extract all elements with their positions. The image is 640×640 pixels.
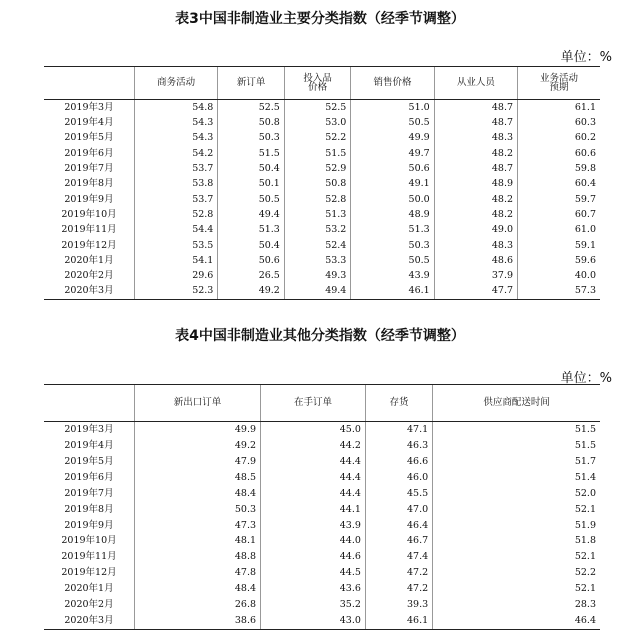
table4-cell: 52.1 bbox=[433, 581, 600, 597]
table3-cell: 48.6 bbox=[434, 253, 517, 268]
table3-cell: 49.7 bbox=[351, 146, 434, 161]
table3-cell: 51.0 bbox=[351, 100, 434, 116]
table4-cell: 52.2 bbox=[433, 565, 600, 581]
table3-column-header: 新订单 bbox=[218, 67, 285, 100]
table4-row bbox=[44, 454, 600, 470]
table3-row-label: 2019年11月 bbox=[61, 224, 117, 236]
table4-row bbox=[44, 470, 600, 486]
table4-cell: 43.0 bbox=[261, 613, 366, 629]
table3-cell: 60.2 bbox=[518, 131, 600, 146]
table3-cell: 47.7 bbox=[434, 284, 517, 300]
table3-cell: 50.6 bbox=[218, 253, 285, 268]
table3-cell: 59.8 bbox=[518, 161, 600, 176]
table3-cell: 60.3 bbox=[518, 115, 600, 130]
table3-cell: 50.8 bbox=[284, 176, 351, 191]
table3-row-label: 2019年12月 bbox=[61, 239, 117, 251]
table4-cell: 28.3 bbox=[433, 597, 600, 613]
table4-cell: 47.0 bbox=[365, 501, 432, 517]
table4-row-label: 2020年2月 bbox=[64, 598, 114, 610]
table3-cell: 49.4 bbox=[218, 207, 285, 222]
table4-cell: 47.2 bbox=[365, 581, 432, 597]
table4-cell: 49.9 bbox=[135, 422, 261, 438]
table3-row-label: 2020年2月 bbox=[64, 270, 114, 282]
table3-cell: 52.9 bbox=[284, 161, 351, 176]
table4-cell: 46.6 bbox=[365, 454, 432, 470]
table4-row-label: 2019年9月 bbox=[64, 519, 114, 531]
table3-row bbox=[44, 192, 600, 207]
table4-cell: 47.4 bbox=[365, 549, 432, 565]
table3-cell: 49.3 bbox=[284, 268, 351, 283]
table4-cell: 44.4 bbox=[261, 454, 366, 470]
table3-cell: 37.9 bbox=[434, 268, 517, 283]
table4-title: 表4中国非制造业其他分类指数（经季节调整） bbox=[175, 328, 465, 344]
table3-cell: 51.3 bbox=[284, 207, 351, 222]
table3-cell: 54.3 bbox=[135, 115, 218, 130]
table3-row-label: 2019年8月 bbox=[64, 178, 114, 190]
table4-cell: 51.5 bbox=[433, 422, 600, 438]
table3-column-header: 业务活动 预期 bbox=[518, 67, 600, 100]
table3-cell: 60.7 bbox=[518, 207, 600, 222]
table4-cell: 52.1 bbox=[433, 549, 600, 565]
table4-cell: 44.2 bbox=[261, 438, 366, 454]
table4-cell: 26.8 bbox=[135, 597, 261, 613]
table3-cell: 50.8 bbox=[218, 115, 285, 130]
table3-cell: 48.9 bbox=[351, 207, 434, 222]
table4-row-label: 2019年8月 bbox=[64, 503, 114, 515]
table3-row bbox=[44, 131, 600, 146]
table4-cell: 47.8 bbox=[135, 565, 261, 581]
table4-cell: 46.4 bbox=[433, 613, 600, 629]
table3-cell: 52.5 bbox=[218, 100, 285, 116]
table3-row-label: 2020年1月 bbox=[64, 254, 114, 266]
table3-row bbox=[44, 176, 600, 191]
table3-row-label: 2019年7月 bbox=[64, 163, 114, 175]
table4-row bbox=[44, 501, 600, 517]
table3-cell: 53.7 bbox=[135, 192, 218, 207]
table4-row bbox=[44, 438, 600, 454]
table4-cell: 48.8 bbox=[135, 549, 261, 565]
table3-cell: 52.2 bbox=[284, 131, 351, 146]
table4-cell: 47.1 bbox=[365, 422, 432, 438]
table4-header bbox=[44, 385, 600, 422]
table4-cell: 38.6 bbox=[135, 613, 261, 629]
table3-cell: 60.4 bbox=[518, 176, 600, 191]
table4 bbox=[44, 384, 600, 630]
table4-cell: 52.0 bbox=[433, 486, 600, 502]
table3-cell: 59.6 bbox=[518, 253, 600, 268]
table3-cell: 54.4 bbox=[135, 222, 218, 237]
table3-cell: 48.2 bbox=[434, 146, 517, 161]
table4-cell: 44.6 bbox=[261, 549, 366, 565]
table3-cell: 48.9 bbox=[434, 176, 517, 191]
table3-header bbox=[44, 67, 600, 100]
table3-cell: 48.3 bbox=[434, 238, 517, 253]
table3-cell: 52.3 bbox=[135, 284, 218, 300]
table4-body bbox=[44, 422, 600, 630]
table4-column-header: 供应商配送时间 bbox=[433, 385, 600, 422]
table3-cell: 49.2 bbox=[218, 284, 285, 300]
table4-cell: 46.7 bbox=[365, 533, 432, 549]
table3-cell: 26.5 bbox=[218, 268, 285, 283]
table4-cell: 51.7 bbox=[433, 454, 600, 470]
table3-column-header: 投入品 价格 bbox=[284, 67, 351, 100]
table4-row bbox=[44, 565, 600, 581]
table3-row bbox=[44, 161, 600, 176]
table3-cell: 54.8 bbox=[135, 100, 218, 116]
table3-row-label: 2019年5月 bbox=[64, 132, 114, 144]
table3-cell: 53.8 bbox=[135, 176, 218, 191]
table4-cell: 51.5 bbox=[433, 438, 600, 454]
table4-row bbox=[44, 597, 600, 613]
table4-column-header: 新出口订单 bbox=[135, 385, 261, 422]
table3-cell: 54.1 bbox=[135, 253, 218, 268]
table3-cell: 57.3 bbox=[518, 284, 600, 300]
table4-cell: 47.3 bbox=[135, 517, 261, 533]
table4-cell: 44.5 bbox=[261, 565, 366, 581]
table3-cell: 50.0 bbox=[351, 192, 434, 207]
table3-row bbox=[44, 100, 600, 116]
table3-cell: 50.3 bbox=[351, 238, 434, 253]
table3-column-header bbox=[44, 67, 135, 100]
table4-cell: 48.4 bbox=[135, 486, 261, 502]
table4-cell: 43.6 bbox=[261, 581, 366, 597]
table3-cell: 49.1 bbox=[351, 176, 434, 191]
table3-cell: 53.3 bbox=[284, 253, 351, 268]
table3-row-label: 2019年9月 bbox=[64, 193, 114, 205]
table4-cell: 48.1 bbox=[135, 533, 261, 549]
table3-row bbox=[44, 284, 600, 300]
table4-cell: 52.1 bbox=[433, 501, 600, 517]
table3-cell: 48.7 bbox=[434, 100, 517, 116]
table4-row-label: 2019年5月 bbox=[64, 455, 114, 467]
table4-cell: 46.0 bbox=[365, 470, 432, 486]
table3-cell: 54.3 bbox=[135, 131, 218, 146]
table4-cell: 47.9 bbox=[135, 454, 261, 470]
table3-cell: 48.7 bbox=[434, 161, 517, 176]
table3-row-label: 2019年3月 bbox=[64, 101, 114, 113]
table3-cell: 29.6 bbox=[135, 268, 218, 283]
table3-cell: 49.0 bbox=[434, 222, 517, 237]
table3-unit-label: 单位：% bbox=[560, 50, 612, 65]
table4-row-label: 2020年1月 bbox=[64, 583, 114, 595]
table4-row-label: 2020年3月 bbox=[44, 613, 135, 629]
table4-cell: 51.8 bbox=[433, 533, 600, 549]
table3-cell: 46.1 bbox=[351, 284, 434, 300]
table3-cell: 53.5 bbox=[135, 238, 218, 253]
table4-cell: 44.4 bbox=[261, 486, 366, 502]
table3-cell: 52.4 bbox=[284, 238, 351, 253]
table3-cell: 50.1 bbox=[218, 176, 285, 191]
table4-cell: 49.2 bbox=[135, 438, 261, 454]
table3-cell: 40.0 bbox=[518, 268, 600, 283]
table4-cell: 46.4 bbox=[365, 517, 432, 533]
table3-row bbox=[44, 268, 600, 283]
table3-cell: 60.6 bbox=[518, 146, 600, 161]
table4-row-label: 2019年4月 bbox=[64, 440, 114, 452]
table4-cell: 43.9 bbox=[261, 517, 366, 533]
table3-cell: 54.2 bbox=[135, 146, 218, 161]
table3-row-label: 2019年10月 bbox=[61, 208, 117, 220]
table3-cell: 49.9 bbox=[351, 131, 434, 146]
table3-cell: 50.5 bbox=[351, 253, 434, 268]
table3-cell: 49.4 bbox=[284, 284, 351, 300]
table3-cell: 59.1 bbox=[518, 238, 600, 253]
table4-cell: 44.4 bbox=[261, 470, 366, 486]
table3-cell: 51.3 bbox=[218, 222, 285, 237]
table4-cell: 35.2 bbox=[261, 597, 366, 613]
table4-cell: 46.3 bbox=[365, 438, 432, 454]
table4-row bbox=[44, 581, 600, 597]
table3-cell: 50.5 bbox=[351, 115, 434, 130]
table3-row bbox=[44, 146, 600, 161]
table3-column-header: 销售价格 bbox=[351, 67, 434, 100]
table4-row-label: 2019年10月 bbox=[61, 535, 117, 547]
table4-column-header bbox=[44, 385, 135, 422]
table3-body bbox=[44, 100, 600, 300]
table4-cell: 51.9 bbox=[433, 517, 600, 533]
table4-cell: 44.0 bbox=[261, 533, 366, 549]
table4-row bbox=[44, 613, 600, 629]
table3-row bbox=[44, 238, 600, 253]
table4-cell: 48.5 bbox=[135, 470, 261, 486]
table4-row bbox=[44, 549, 600, 565]
table3-cell: 59.7 bbox=[518, 192, 600, 207]
table3-cell: 48.2 bbox=[434, 192, 517, 207]
table3-row bbox=[44, 115, 600, 130]
table4-cell: 51.4 bbox=[433, 470, 600, 486]
table3-cell: 52.8 bbox=[284, 192, 351, 207]
table4-cell: 50.3 bbox=[135, 501, 261, 517]
table4-row-label: 2019年11月 bbox=[61, 551, 117, 563]
table4-cell: 46.1 bbox=[365, 613, 432, 629]
table3-cell: 52.8 bbox=[135, 207, 218, 222]
table4-cell: 48.4 bbox=[135, 581, 261, 597]
table3-cell: 48.7 bbox=[434, 115, 517, 130]
table3-cell: 51.5 bbox=[218, 146, 285, 161]
table3-cell: 51.3 bbox=[351, 222, 434, 237]
table4-column-header: 存货 bbox=[365, 385, 432, 422]
table4-row-label: 2019年12月 bbox=[61, 567, 117, 579]
table3-cell: 53.0 bbox=[284, 115, 351, 130]
table4-cell: 44.1 bbox=[261, 501, 366, 517]
table3-row-label: 2019年4月 bbox=[64, 117, 114, 129]
table3-cell: 52.5 bbox=[284, 100, 351, 116]
table3-cell: 48.3 bbox=[434, 131, 517, 146]
table4-cell: 47.2 bbox=[365, 565, 432, 581]
table3-column-header: 商务活动 bbox=[135, 67, 218, 100]
table3-cell: 53.2 bbox=[284, 222, 351, 237]
table4-column-header: 在手订单 bbox=[261, 385, 366, 422]
table3-row bbox=[44, 207, 600, 222]
table3-cell: 50.3 bbox=[218, 131, 285, 146]
table3-cell: 50.6 bbox=[351, 161, 434, 176]
table3-cell: 61.1 bbox=[518, 100, 600, 116]
table4-cell: 45.0 bbox=[261, 422, 366, 438]
table3-row bbox=[44, 253, 600, 268]
table4-unit-label: 单位：% bbox=[560, 371, 612, 386]
table4-row bbox=[44, 517, 600, 533]
table3-title: 表3中国非制造业主要分类指数（经季节调整） bbox=[175, 11, 465, 27]
table4-row bbox=[44, 533, 600, 549]
table3-cell: 51.5 bbox=[284, 146, 351, 161]
table3 bbox=[44, 66, 600, 300]
table4-cell: 45.5 bbox=[365, 486, 432, 502]
table4-row bbox=[44, 486, 600, 502]
table3-row-label: 2020年3月 bbox=[44, 284, 135, 300]
table4-row-label: 2019年7月 bbox=[64, 487, 114, 499]
table3-row-label: 2019年6月 bbox=[64, 147, 114, 159]
table3-cell: 50.4 bbox=[218, 161, 285, 176]
table3-cell: 50.4 bbox=[218, 238, 285, 253]
table4-cell: 39.3 bbox=[365, 597, 432, 613]
table3-cell: 61.0 bbox=[518, 222, 600, 237]
table4-row-label: 2019年3月 bbox=[64, 424, 114, 436]
table4-row-label: 2019年6月 bbox=[64, 471, 114, 483]
table3-column-header: 从业人员 bbox=[434, 67, 517, 100]
table3-cell: 43.9 bbox=[351, 268, 434, 283]
table3-cell: 53.7 bbox=[135, 161, 218, 176]
table3-row bbox=[44, 222, 600, 237]
table3-cell: 48.2 bbox=[434, 207, 517, 222]
table4-row bbox=[44, 422, 600, 438]
table3-cell: 50.5 bbox=[218, 192, 285, 207]
